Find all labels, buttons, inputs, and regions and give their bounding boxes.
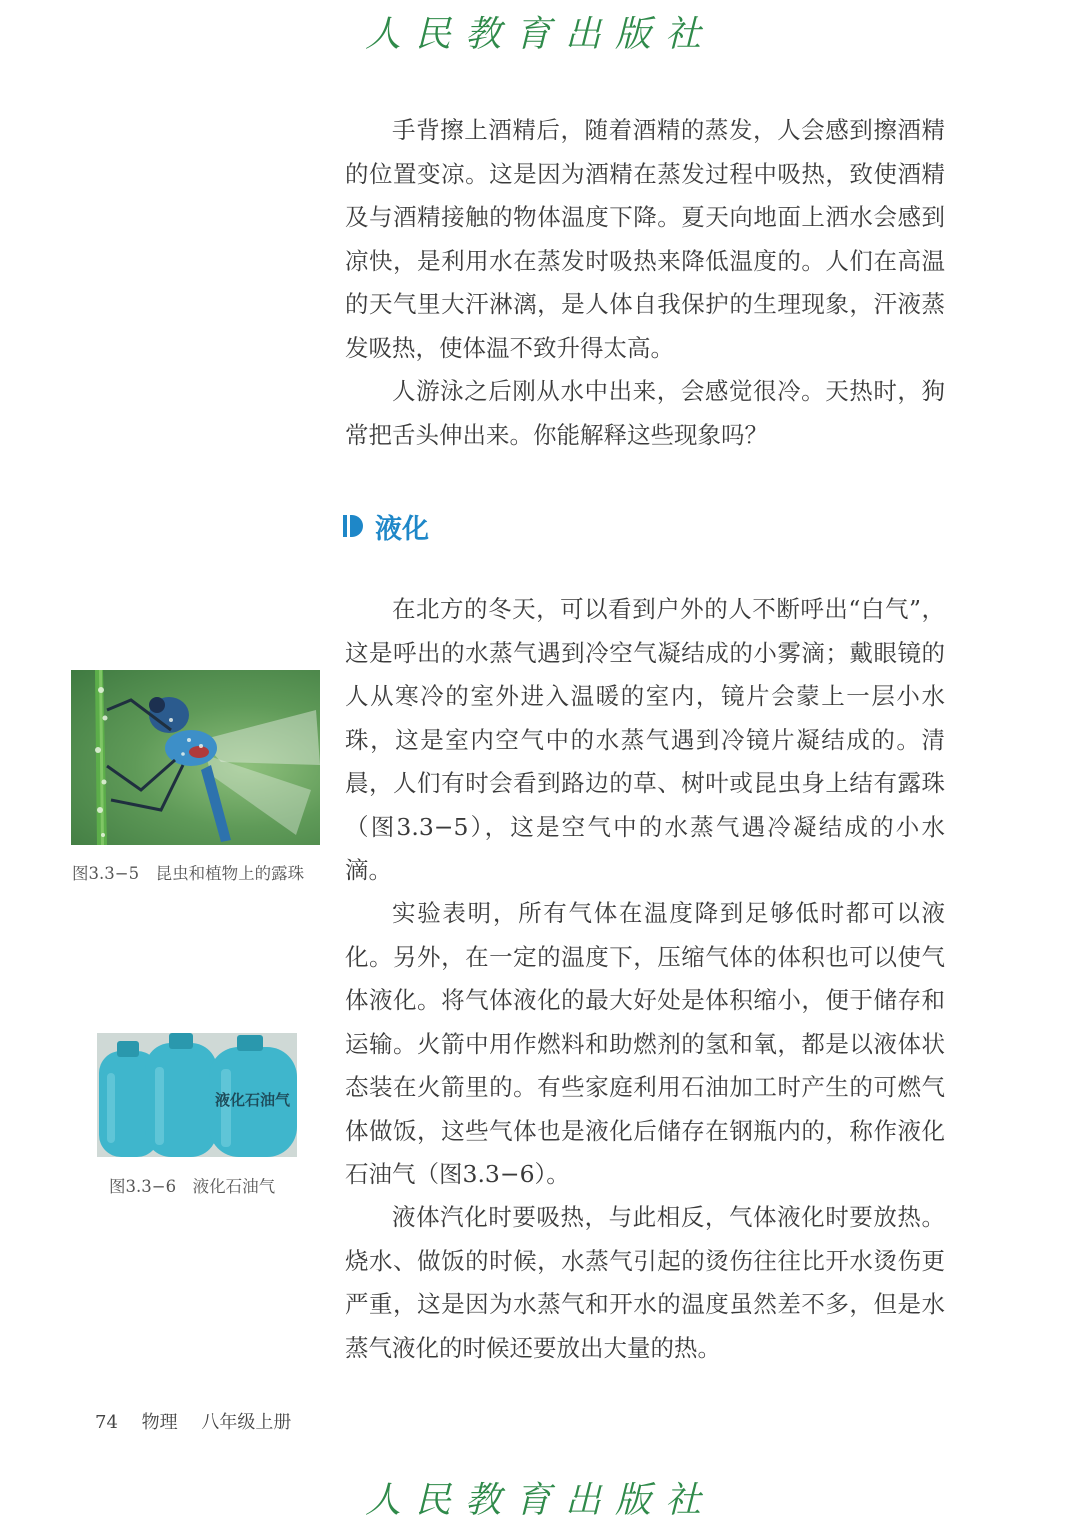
paragraph-experiment: 实验表明，所有气体在温度降到足够低时都可以液化。另外，在一定的温度下，压缩气体的体积也可以使气体液化。将气体液化的最大好处是体积缩小，便于储存和运输。火箭中用作燃料和助燃剂的氢和氧，都是以液体状态装在火箭里的。有些家庭利用石油加工时产生的可燃气体做饭，这些气体也是液化后储存在钢瓶内的，称作液化石油气（图3.3−6）。 [345,899,945,1188]
page-footer [95,1408,309,1434]
page-number: 74 [95,1412,118,1433]
paragraph-evaporation-cooling: 手背擦上酒精后，随着酒精的蒸发，人会感到擦酒精的位置变凉。这是因为酒精在蒸发过程中吸热，致使酒精及与酒精接触的物体温度下降。夏天向地面上洒水会感到凉快，是利用水在蒸发时吸热来降低温度的。人们在高温的天气里大汗淋漓，是人体自我保护的生理现象，汗液蒸发吸热，使体温不致升得太高。 [345,116,945,362]
lpg-cylinders-photo [97,1033,297,1157]
publisher-logo-bottom: 人民教育出版社 [364,1480,715,1520]
figure-caption-dragonfly: 图3.3−5 昆虫和植物上的露珠 [72,864,305,883]
section-heading-liquefaction [343,506,429,546]
dragonfly-dew-photo [71,670,320,845]
section-title: 液化 [375,513,429,545]
figure-caption-lpg: 图3.3−6 液化石油气 [109,1177,276,1196]
paragraph-swimming-question: 人游泳之后刚从水中出来，会感觉很冷。天热时，狗常把舌头伸出来。你能解释这些现象吗？ [345,377,945,449]
footer-subject: 物理 [141,1412,178,1433]
paragraph-white-breath: 在北方的冬天，可以看到户外的人不断呼出“白气”，这是呼出的水蒸气遇到冷空气凝结成的小雾滴；戴眼镜的人从寒冷的室外进入温暖的室内，镜片会蒙上一层小水珠，这是室内空气中的水蒸气遇到冷镜片凝结成的。清晨，人们有时会看到路边的草、树叶或昆虫身上结有露珠（图3.3−5），这是空气中的水蒸气遇冷凝结成的小水滴。 [345,595,945,884]
paragraph-steam-burn: 液体汽化时要吸热，与此相反，气体液化时要放热。烧水、做饭的时候，水蒸气引起的烫伤往往比开水烫伤更严重，这是因为水蒸气和开水的温度虽然差不多，但是水蒸气液化的时候还要放出大量的热。 [345,1203,945,1362]
section-marker-icon [343,515,363,537]
footer-grade: 八年级上册 [201,1412,292,1433]
tank-label-text: 液化石油气 [215,1091,291,1109]
publisher-logo-top: 人民教育出版社 [364,14,715,54]
